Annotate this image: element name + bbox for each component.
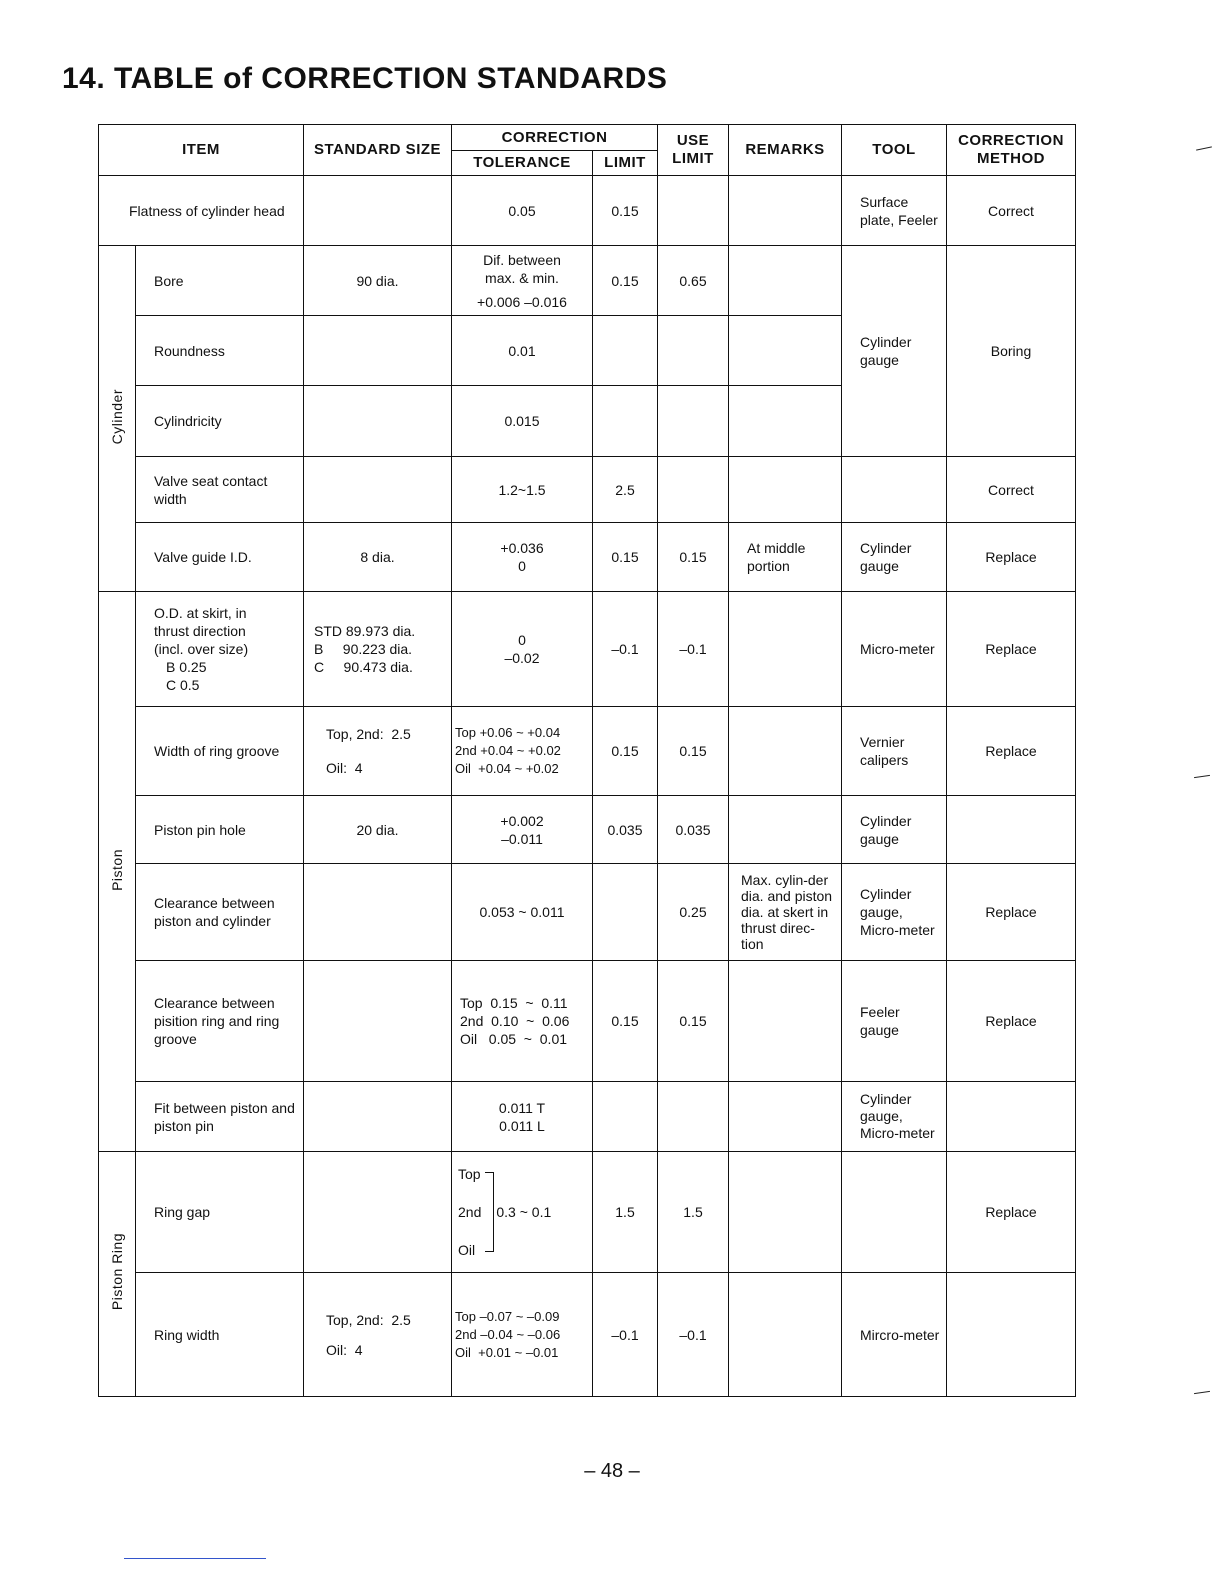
tolerance-line: Top –0.07 ~ –0.09 <box>455 1308 560 1324</box>
ring-name: Oil <box>458 1242 476 1258</box>
tolerance-cell: 0.05 <box>452 176 593 246</box>
use-limit-cell <box>658 457 729 523</box>
size-cell <box>304 1273 452 1397</box>
tolerance-cell <box>452 1152 593 1273</box>
table-row <box>99 1273 1076 1397</box>
tool-cell: Cylinder gauge <box>842 246 947 457</box>
tool-cell: Vernier calipers <box>842 707 947 796</box>
page-title: 14. TABLE of CORRECTION STANDARDS <box>62 62 668 95</box>
header-tolerance: TOLERANCE <box>452 151 593 176</box>
limit-cell: 0.15 <box>593 176 658 246</box>
item-cell: Flatness of cylinder head <box>99 176 304 246</box>
tolerance-line: –0.011 <box>501 830 543 847</box>
use-limit-cell: 0.035 <box>658 796 729 864</box>
item-cell: Piston pin hole <box>136 796 304 864</box>
size-cell <box>304 961 452 1082</box>
method-cell: Correct <box>947 457 1076 523</box>
use-limit-cell: 0.15 <box>658 961 729 1082</box>
table-row <box>99 1082 1076 1152</box>
tolerance-line: 0.011 L <box>499 1117 545 1134</box>
correction-standards-table <box>98 124 1076 1397</box>
limit-cell: 2.5 <box>593 457 658 523</box>
use-limit-cell <box>658 386 729 457</box>
method-cell: Replace <box>947 707 1076 796</box>
method-cell: Replace <box>947 961 1076 1082</box>
remarks-cell <box>729 386 842 457</box>
item-cell: Clearance between piston and cylinder <box>136 864 304 961</box>
tolerance-line: +0.002 <box>500 812 544 829</box>
item-cell: Cylindricity <box>136 386 304 457</box>
remarks-cell <box>729 316 842 386</box>
use-limit-cell <box>658 176 729 246</box>
remarks-cell <box>729 592 842 707</box>
size-cell: 20 dia. <box>304 796 452 864</box>
item-cell <box>136 592 304 707</box>
remarks-cell: Max. cylin-der dia. and piston dia. at skert in thrust direc-tion <box>729 864 842 961</box>
limit-cell: 0.035 <box>593 796 658 864</box>
tolerance-line: 0 <box>518 632 526 648</box>
limit-cell: 0.15 <box>593 961 658 1082</box>
item-cell: Ring gap <box>136 1152 304 1273</box>
margin-mark <box>1194 775 1210 778</box>
tool-cell: Surface plate, Feeler <box>842 176 947 246</box>
group-label: Piston Ring <box>109 1233 125 1311</box>
use-limit-cell: 0.15 <box>658 523 729 592</box>
tolerance-cell <box>452 1273 593 1397</box>
tool-cell: Feeler gauge <box>842 961 947 1082</box>
size-cell <box>304 457 452 523</box>
item-cell: Ring width <box>136 1273 304 1397</box>
table-row <box>99 246 1076 316</box>
item-cell: Clearance between pisition ring and ring groove <box>136 961 304 1082</box>
method-cell: Boring <box>947 246 1076 457</box>
footer-rule <box>124 1558 266 1559</box>
tolerance-cell <box>452 246 593 316</box>
header-limit: LIMIT <box>593 151 658 176</box>
use-limit-cell <box>658 316 729 386</box>
tolerance-cell <box>452 592 593 707</box>
margin-mark <box>1196 146 1212 150</box>
tolerance-line: 0.011 T <box>498 1099 546 1116</box>
use-limit-cell: –0.1 <box>658 592 729 707</box>
remarks-cell <box>729 1152 842 1273</box>
tool-cell: Cylinder gauge <box>842 523 947 592</box>
header-remarks: REMARKS <box>729 125 842 176</box>
header-row <box>99 125 1076 151</box>
use-limit-cell: 0.15 <box>658 707 729 796</box>
header-tool: TOOL <box>842 125 947 176</box>
size-line: Top, 2nd: 2.5 <box>326 726 411 742</box>
method-cell: Correct <box>947 176 1076 246</box>
method-cell <box>947 796 1076 864</box>
limit-cell <box>593 864 658 961</box>
tolerance-cell <box>452 707 593 796</box>
margin-mark <box>1194 1391 1210 1394</box>
tolerance-line: –0.02 <box>504 650 540 666</box>
table-row <box>99 1152 1076 1273</box>
item-line: C 0.5 <box>166 677 200 693</box>
tolerance-line: Oil +0.04 ~ +0.02 <box>455 761 559 776</box>
tolerance-line: +0.006 –0.016 <box>477 293 567 310</box>
ring-name: Top <box>458 1166 481 1182</box>
limit-cell: 1.5 <box>593 1152 658 1273</box>
group-piston <box>99 592 136 1152</box>
tool-cell <box>842 457 947 523</box>
limit-cell: 0.15 <box>593 246 658 316</box>
tolerance-line: 2nd 0.10 ~ 0.06 <box>460 1013 570 1029</box>
tolerance-cell <box>452 1082 593 1152</box>
size-line: B 90.223 dia. <box>314 641 413 657</box>
item-cell: Valve guide I.D. <box>136 523 304 592</box>
header-use-limit: USE LIMIT <box>658 125 729 176</box>
remarks-cell <box>729 796 842 864</box>
use-limit-cell: 0.25 <box>658 864 729 961</box>
limit-cell: 0.15 <box>593 707 658 796</box>
tolerance-line: Top 0.15 ~ 0.11 <box>460 995 568 1011</box>
tool-cell: Cylinder gauge, Micro-meter <box>842 864 947 961</box>
size-cell <box>304 176 452 246</box>
size-cell <box>304 1082 452 1152</box>
group-cylinder <box>99 246 136 592</box>
size-line: Oil: 4 <box>326 1341 363 1358</box>
item-cell: Width of ring groove <box>136 707 304 796</box>
use-limit-cell <box>658 1082 729 1152</box>
tolerance-cell: 0.015 <box>452 386 593 457</box>
tool-cell: Cylinder gauge <box>842 796 947 864</box>
header-standard-size: STANDARD SIZE <box>304 125 452 176</box>
size-cell <box>304 386 452 457</box>
limit-cell: –0.1 <box>593 1273 658 1397</box>
size-cell <box>304 1152 452 1273</box>
use-limit-cell: –0.1 <box>658 1273 729 1397</box>
remarks-cell <box>729 176 842 246</box>
item-line: thrust direction <box>154 623 246 639</box>
table-row <box>99 176 1076 246</box>
size-line: Top, 2nd: 2.5 <box>326 1311 411 1328</box>
tolerance-line: Oil 0.05 ~ 0.01 <box>460 1031 568 1047</box>
remarks-cell <box>729 961 842 1082</box>
item-cell: Bore <box>136 246 304 316</box>
method-cell: Replace <box>947 1152 1076 1273</box>
table-row <box>99 592 1076 707</box>
table-row <box>99 457 1076 523</box>
ring-name: 2nd <box>458 1204 482 1220</box>
size-cell <box>304 592 452 707</box>
item-cell: Fit between piston and piston pin <box>136 1082 304 1152</box>
use-limit-cell: 0.65 <box>658 246 729 316</box>
size-cell <box>304 316 452 386</box>
tolerance-cell: 1.2~1.5 <box>452 457 593 523</box>
table-row <box>99 961 1076 1082</box>
method-cell: Replace <box>947 523 1076 592</box>
size-cell: 8 dia. <box>304 523 452 592</box>
tolerance-line: Dif. between <box>483 251 561 268</box>
remarks-cell <box>729 246 842 316</box>
tolerance-cell: 0.01 <box>452 316 593 386</box>
header-correction-method: CORRECTION METHOD <box>947 125 1076 176</box>
size-cell <box>304 707 452 796</box>
tolerance-line: Oil +0.01 ~ –0.01 <box>455 1344 559 1360</box>
tool-cell: Mircro-meter <box>842 1273 947 1397</box>
tool-cell: Cylinder gauge, Micro-meter <box>842 1082 947 1152</box>
item-line: B 0.25 <box>166 659 207 675</box>
size-cell <box>304 864 452 961</box>
tolerance-cell <box>452 961 593 1082</box>
size-line: C 90.473 dia. <box>314 659 413 675</box>
ring-gap-bracket-group <box>458 1155 588 1269</box>
tolerance-line: 2nd –0.04 ~ –0.06 <box>455 1326 561 1342</box>
tolerance-line: Top +0.06 ~ +0.04 <box>455 725 561 740</box>
table-row <box>99 796 1076 864</box>
limit-cell <box>593 316 658 386</box>
tolerance-line: 0 <box>518 558 526 574</box>
method-cell: Replace <box>947 864 1076 961</box>
remarks-cell <box>729 457 842 523</box>
remarks-cell <box>729 1082 842 1152</box>
item-cell: Roundness <box>136 316 304 386</box>
header-correction: CORRECTION <box>452 125 658 151</box>
group-piston-ring <box>99 1152 136 1397</box>
page-number: – 48 – <box>584 1460 640 1482</box>
table-row <box>99 864 1076 961</box>
tolerance-line: max. & min. <box>485 269 559 286</box>
remarks-cell <box>729 1273 842 1397</box>
tool-cell <box>842 1152 947 1273</box>
remarks-cell: At middle portion <box>729 523 842 592</box>
table-row <box>99 707 1076 796</box>
tolerance-cell: 0.053 ~ 0.011 <box>452 864 593 961</box>
method-cell: Replace <box>947 592 1076 707</box>
bracket-shape <box>485 1172 494 1252</box>
tolerance-line: 2nd +0.04 ~ +0.02 <box>455 743 561 758</box>
tolerance-cell <box>452 796 593 864</box>
limit-cell <box>593 1082 658 1152</box>
item-line: (incl. over size) <box>154 641 249 657</box>
remarks-cell <box>729 707 842 796</box>
limit-cell: 0.15 <box>593 523 658 592</box>
item-line: O.D. at skirt, in <box>154 605 247 621</box>
method-cell <box>947 1273 1076 1397</box>
size-line: STD 89.973 dia. <box>314 623 416 639</box>
tolerance-cell <box>452 523 593 592</box>
table-row <box>99 523 1076 592</box>
limit-cell <box>593 386 658 457</box>
method-cell <box>947 1082 1076 1152</box>
size-line: Oil: 4 <box>326 760 363 776</box>
tolerance-line: +0.036 <box>500 540 544 556</box>
ring-names <box>458 1155 481 1269</box>
group-label: Piston <box>109 848 125 891</box>
ring-gap-value: 0.3 ~ 0.1 <box>496 1204 552 1220</box>
use-limit-cell: 1.5 <box>658 1152 729 1273</box>
limit-cell: –0.1 <box>593 592 658 707</box>
group-label: Cylinder <box>109 388 125 445</box>
item-cell: Valve seat contact width <box>136 457 304 523</box>
header-item: ITEM <box>99 125 304 176</box>
size-cell: 90 dia. <box>304 246 452 316</box>
tool-cell: Micro-meter <box>842 592 947 707</box>
